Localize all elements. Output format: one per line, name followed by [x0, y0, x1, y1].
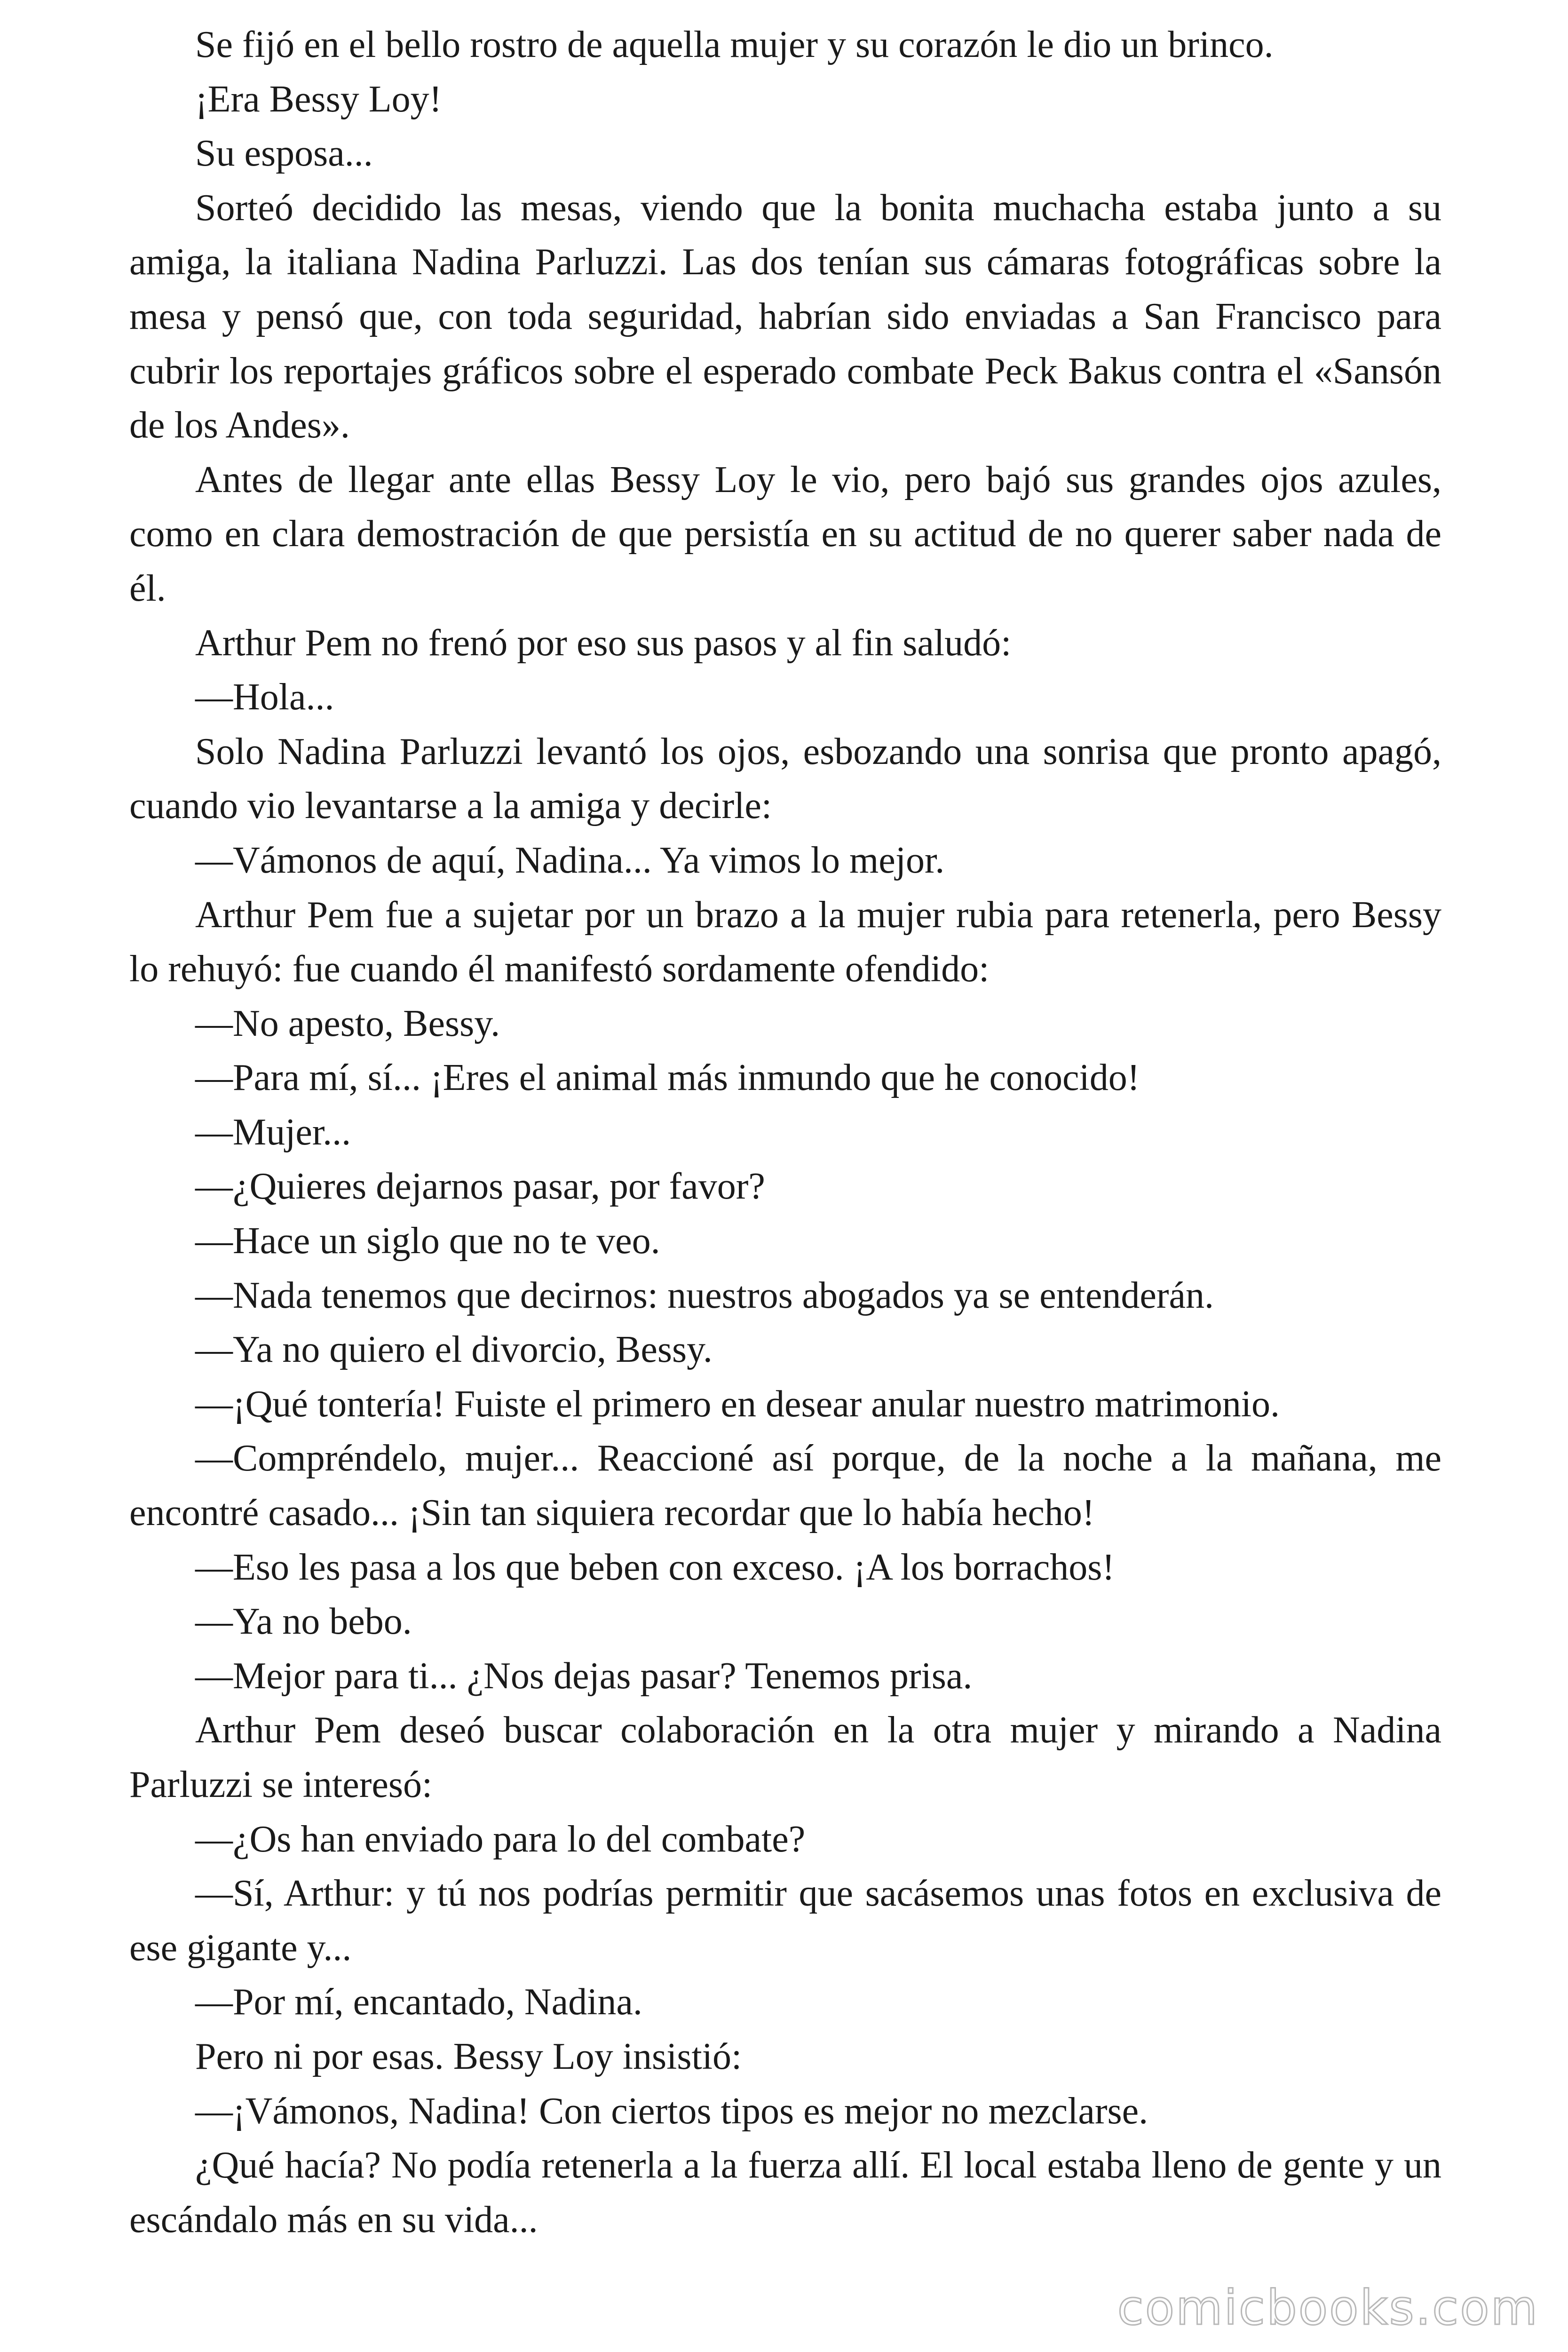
- paragraph: —Hola...: [195, 676, 334, 718]
- paragraph: —Ya no quiero el divorcio, Bessy.: [195, 1329, 713, 1371]
- paragraph: —Nada tenemos que decirnos: nuestros abogados ya se entenderán.: [195, 1274, 1214, 1316]
- paragraph: Se fijó en el bello rostro de aquella mujer y su corazón le dio un brinco.: [195, 24, 1274, 65]
- paragraph: —¿Os han enviado para lo del combate?: [195, 1818, 806, 1860]
- paragraph: Su esposa...: [195, 133, 373, 175]
- paragraph: Antes de llegar ante ellas Bessy Loy le vio, pero bajó sus grandes ojos azules, como en clara demostración de que persistía en su actitud de no querer saber nada de él.: [129, 459, 1441, 609]
- paragraph: Sorteó decidido las mesas, viendo que la bonita muchacha estaba junto a su amiga, la italiana Nadina Parluzzi. Las dos tenían sus cámaras fotográficas sobre la mesa y pensó que, con toda seguridad, habrían sido enviadas a San Francisco para cubrir los reportajes gráficos sobre el esperado combate Peck Bakus contra el «Sansón de los Andes».: [129, 187, 1441, 446]
- paragraph: —Para mí, sí... ¡Eres el animal más inmundo que he conocido!: [195, 1057, 1140, 1099]
- paragraph: Arthur Pem no frenó por eso sus pasos y al fin saludó:: [195, 622, 1012, 664]
- paragraph: —Hace un siglo que no te veo.: [195, 1220, 660, 1262]
- paragraph: —Mujer...: [195, 1111, 351, 1153]
- paragraph: Arthur Pem fue a sujetar por un brazo a la mujer rubia para retenerla, pero Bessy lo rehuyó: fue cuando él manifestó sordamente ofendido:: [129, 894, 1441, 990]
- paragraph: Pero ni por esas. Bessy Loy insistió:: [195, 2035, 742, 2077]
- paragraph: —¡Qué tontería! Fuiste el primero en desear anular nuestro matrimonio.: [195, 1383, 1280, 1425]
- paragraph: —Sí, Arthur: y tú nos podrías permitir que sacásemos unas fotos en exclusiva de ese gigante y...: [129, 1873, 1441, 1969]
- paragraph: —Compréndelo, mujer... Reaccioné así porque, de la noche a la mañana, me encontré casado... ¡Sin tan siquiera recordar que lo había hecho!: [129, 1438, 1441, 1534]
- paragraph: —Vámonos de aquí, Nadina... Ya vimos lo mejor.: [195, 839, 945, 881]
- watermark-logo: comicbooks.com: [1117, 2280, 1539, 2336]
- paragraph: —¡Vámonos, Nadina! Con ciertos tipos es mejor no mezclarse.: [195, 2090, 1148, 2132]
- paragraph: —Ya no bebo.: [195, 1601, 412, 1643]
- page-body: [129, 18, 1441, 2247]
- paragraph: —Eso les pasa a los que beben con exceso. ¡A los borrachos!: [195, 1546, 1115, 1588]
- paragraph: Arthur Pem deseó buscar colaboración en la otra mujer y mirando a Nadina Parluzzi se interesó:: [129, 1709, 1441, 1805]
- paragraph: —Por mí, encantado, Nadina.: [195, 1981, 642, 2023]
- paragraph: ¿Qué hacía? No podía retenerla a la fuerza allí. El local estaba lleno de gente y un escándalo más en su vida...: [129, 2145, 1441, 2241]
- paragraph: —¿Quieres dejarnos pasar, por favor?: [195, 1166, 765, 1208]
- paragraph: —Mejor para ti... ¿Nos dejas pasar? Tenemos prisa.: [195, 1655, 973, 1697]
- paragraph: —No apesto, Bessy.: [195, 1002, 500, 1044]
- paragraph: ¡Era Bessy Loy!: [195, 78, 442, 120]
- paragraph: Solo Nadina Parluzzi levantó los ojos, esbozando una sonrisa que pronto apagó, cuando vio levantarse a la amiga y decirle:: [129, 731, 1441, 827]
